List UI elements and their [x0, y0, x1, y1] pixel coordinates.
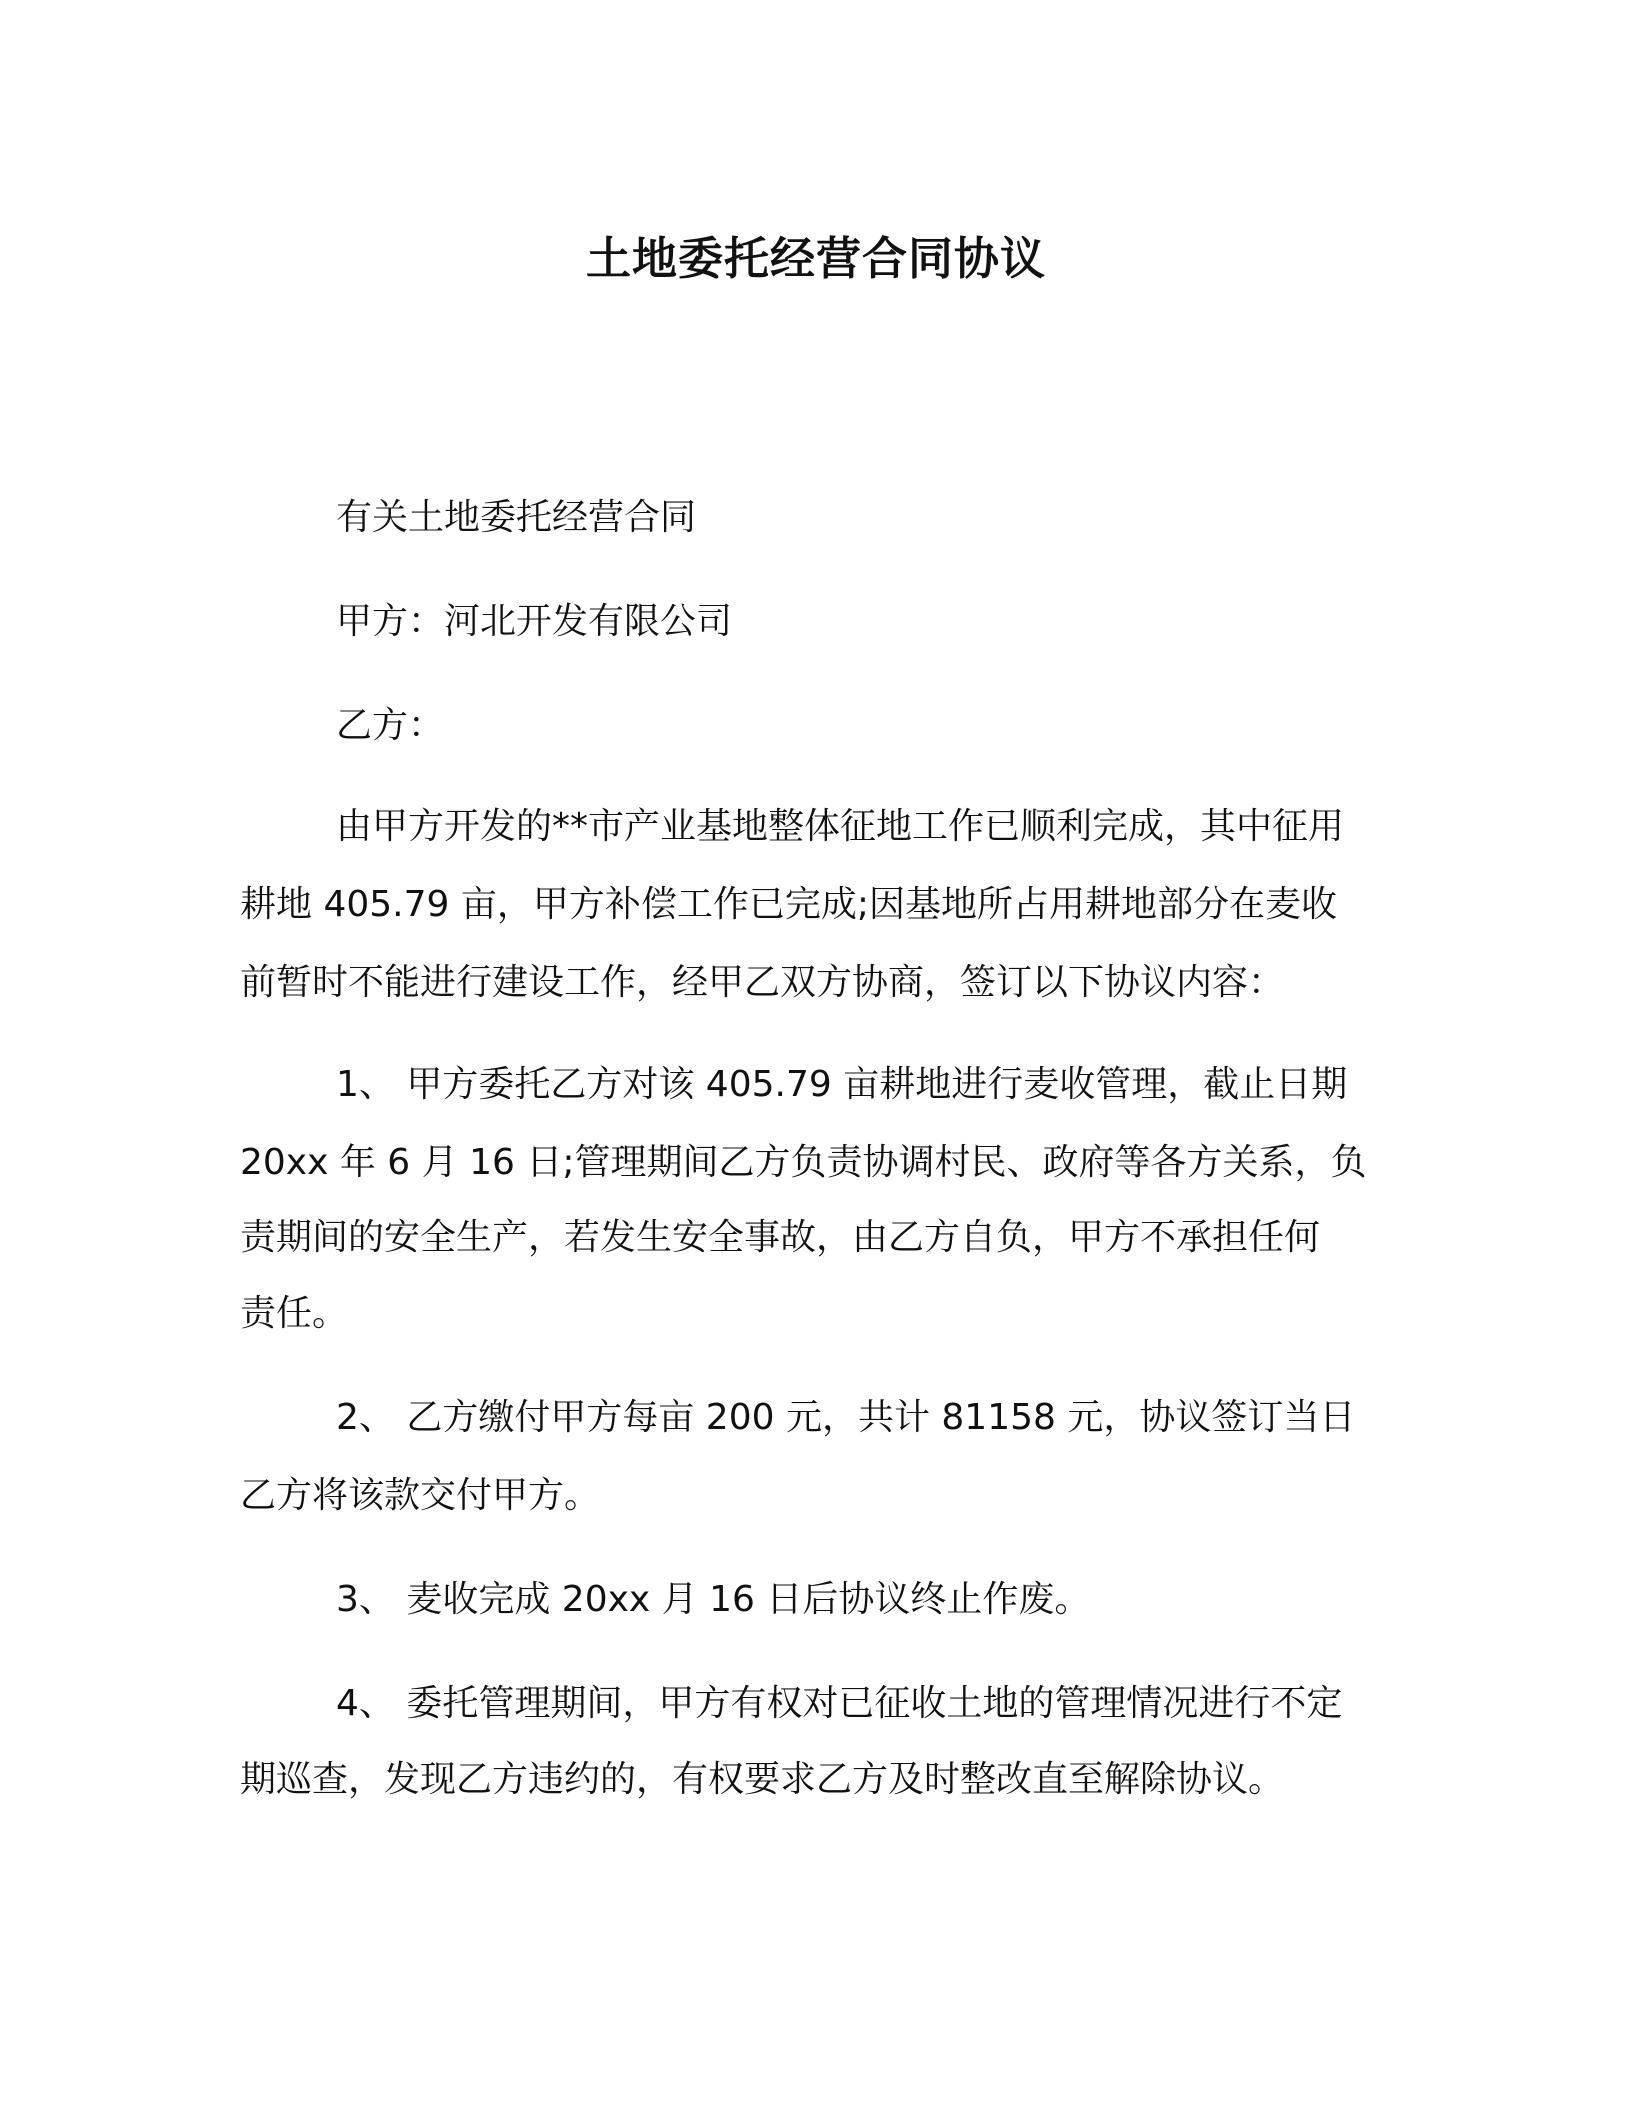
clause-1-line: 责任。 — [240, 1293, 349, 1334]
clause-2-line: 乙方将该款交付甲方。 — [240, 1475, 601, 1516]
clause-1-line: 20xx 年 6 月 16 日;管理期间乙方负责协调村民、政府等各方关系，负 — [240, 1142, 1367, 1183]
subtitle: 有关土地委托经营合同 — [336, 497, 697, 538]
clause-1-line: 责期间的安全生产，若发生安全事故，由乙方自负，甲方不承担任何 — [240, 1217, 1321, 1258]
clause-4-line: 期巡查，发现乙方违约的，有权要求乙方及时整改直至解除协议。 — [240, 1759, 1285, 1800]
document-body — [240, 0, 1380, 2112]
document-title: 土地委托经营合同协议 — [585, 232, 1046, 285]
clause-3-line: 3、 麦收完成 20xx 月 16 日后协议终止作废。 — [336, 1579, 1091, 1620]
intro-line: 前暂时不能进行建设工作，经甲乙双方协商，签订以下协议内容： — [240, 962, 1285, 1003]
clause-1-line: 1、 甲方委托乙方对该 405.79 亩耕地进行麦收管理，截止日期 — [336, 1064, 1348, 1105]
party-b: 乙方： — [336, 705, 445, 746]
clause-4-line: 4、 委托管理期间，甲方有权对已征收土地的管理情况进行不定 — [336, 1683, 1343, 1724]
clause-2-line: 2、 乙方缴付甲方每亩 200 元，共计 81158 元，协议签订当日 — [336, 1397, 1356, 1438]
intro-line: 由甲方开发的**市产业基地整体征地工作已顺利完成，其中征用 — [336, 806, 1345, 847]
party-a: 甲方：河北开发有限公司 — [336, 601, 733, 642]
intro-line: 耕地 405.79 亩，甲方补偿工作已完成;因基地所占用耕地部分在麦收 — [240, 884, 1337, 925]
